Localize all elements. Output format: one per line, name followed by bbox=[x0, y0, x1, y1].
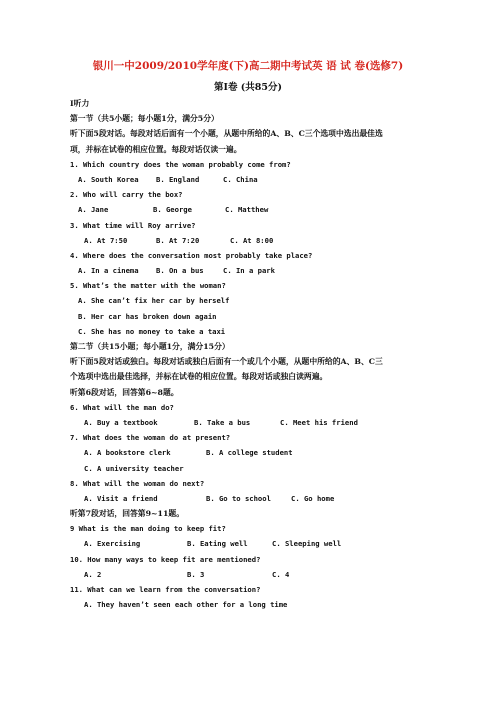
question-5-option-c: C. She has no money to take a taxi bbox=[78, 326, 226, 336]
option-c: C. Matthew bbox=[225, 205, 269, 215]
page-title: 银川一中2009/2010学年度(下)高二期中考试英 语 试 卷(选修7) bbox=[92, 60, 404, 72]
question-10: 10. How many ways to keep fit are mentioned? bbox=[70, 554, 261, 564]
question-1-options bbox=[70, 172, 430, 187]
question-9: 9 What is the man doing to keep fit? bbox=[70, 524, 226, 534]
question-4: 4. Where does the conversation most probably take place? bbox=[70, 250, 313, 260]
question-3-options bbox=[70, 233, 430, 248]
option-c: C. 4 bbox=[272, 569, 290, 579]
option-a: A. In a cinema bbox=[78, 266, 139, 276]
option-a: A. A bookstore clerk bbox=[84, 448, 171, 458]
question-11: 11. What can we learn from the conversation? bbox=[70, 585, 261, 594]
question-4-options bbox=[70, 263, 430, 278]
exam-body bbox=[70, 96, 430, 612]
question-8-options bbox=[70, 491, 430, 506]
option-b: B. Go to school bbox=[206, 493, 271, 503]
dialogue-7-heading: 听第7段对话，回答第9~11题。 bbox=[70, 509, 184, 519]
part1-instructions-line1: 听下面5段对话。每段对话后面有一个小题，从题中所给的A、B、C三个选项中选出最佳选 bbox=[70, 129, 383, 139]
option-b: B. 3 bbox=[187, 569, 205, 579]
option-a: A. Buy a textbook bbox=[84, 417, 158, 427]
option-c: C. Meet his friend bbox=[280, 417, 358, 427]
question-3: 3. What time will Roy arrive? bbox=[70, 220, 196, 230]
question-5-option-b: B. Her car has broken down again bbox=[78, 311, 217, 321]
option-b: B. England bbox=[156, 174, 200, 184]
option-b: B. George bbox=[153, 205, 192, 215]
part2-heading: 第二节（共15小题；每小题1分，满分15分） bbox=[70, 342, 230, 351]
question-8: 8. What will the woman do next? bbox=[70, 478, 205, 488]
option-c: C. Sleeping well bbox=[272, 539, 342, 549]
question-1: 1. Which country does the woman probably come from? bbox=[70, 159, 291, 169]
part1-instructions-line2: 项，并标在试卷的相应位置。每段对话仅读一遍。 bbox=[70, 144, 242, 154]
question-9-options bbox=[70, 536, 430, 551]
option-c: C. At 8:00 bbox=[230, 235, 274, 245]
option-a: A. 2 bbox=[84, 569, 102, 579]
option-b: B. Take a bus bbox=[194, 417, 251, 427]
question-6-options bbox=[70, 415, 430, 430]
option-a: A. South Korea bbox=[78, 174, 139, 184]
question-11-option-a: A. They haven’t seen each other for a long time bbox=[84, 600, 288, 610]
question-6: 6. What will the man do? bbox=[70, 402, 174, 412]
page-subtitle: 第Ⅰ卷 (共85分) bbox=[214, 82, 282, 93]
part1-heading: 第一节（共5小题；每小题1分，满分5分） bbox=[70, 114, 219, 124]
option-a: A. At 7:50 bbox=[84, 235, 128, 245]
question-7: 7. What does the woman do at present? bbox=[70, 433, 231, 443]
section-heading: Ⅰ听力 bbox=[70, 99, 90, 108]
question-7-options bbox=[70, 445, 430, 460]
part2-instructions-line1: 听下面5段对话或独白。每段对话或独白后面有一个或几个小题，从题中所给的A、B、C三 bbox=[70, 357, 383, 367]
option-b: B. A college student bbox=[206, 448, 293, 458]
question-10-options bbox=[70, 567, 430, 582]
option-a: A. Jane bbox=[78, 205, 109, 215]
option-a: A. Exercising bbox=[84, 539, 141, 549]
option-c: C. China bbox=[223, 174, 258, 184]
question-7-option-c: C. A university teacher bbox=[84, 463, 184, 473]
option-a: A. Visit a friend bbox=[84, 493, 158, 503]
option-b: B. At 7:20 bbox=[156, 235, 200, 245]
dialogue-6-heading: 听第6段对话，回答第6~8题。 bbox=[70, 387, 179, 397]
question-5: 5. What’s the matter with the woman? bbox=[70, 281, 226, 291]
option-b: B. Eating well bbox=[187, 539, 248, 549]
option-c: C. Go home bbox=[291, 493, 335, 503]
question-2: 2. Who will carry the box? bbox=[70, 190, 183, 200]
option-b: B. On a bus bbox=[156, 266, 204, 276]
option-c: C. In a park bbox=[223, 266, 275, 276]
question-2-options bbox=[70, 202, 430, 217]
question-5-option-a: A. She can’t fix her car by herself bbox=[78, 296, 230, 306]
part2-instructions-line2: 个选项中选出最佳选择，并标在试卷的相应位置。每段对话或独白读两遍。 bbox=[70, 372, 328, 382]
